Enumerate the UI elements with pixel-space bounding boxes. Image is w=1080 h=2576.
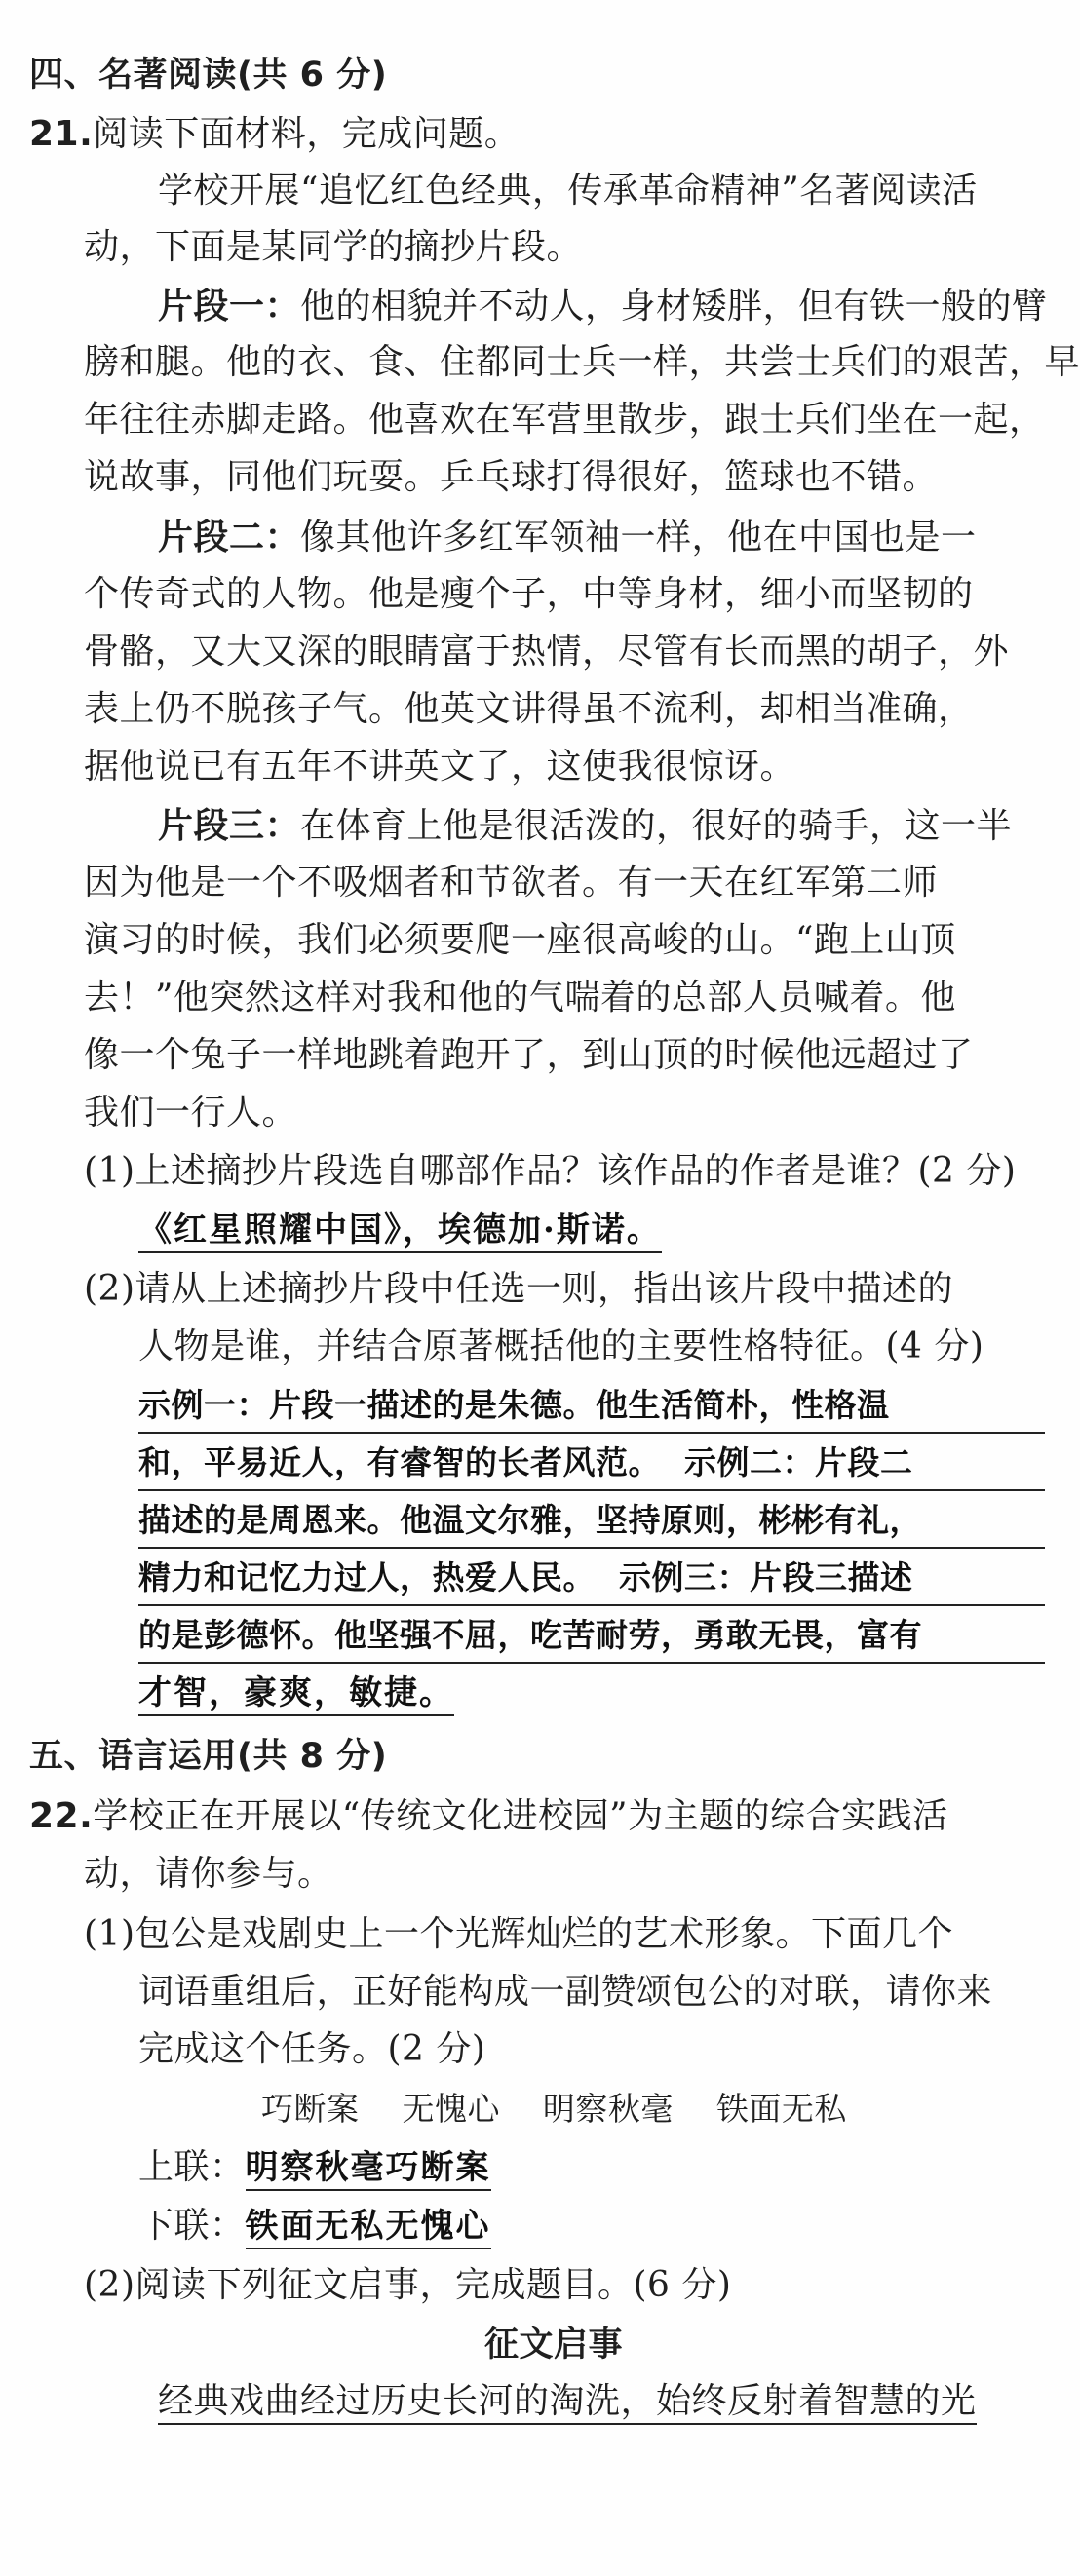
answer-line — [138, 1207, 662, 1253]
handwritten-answer: 和，平易近人，有睿智的长者风范。 示例二：片段二 — [138, 1440, 1045, 1491]
sub-question-1: 完成这个任务。(2 分) — [138, 2029, 486, 2069]
passage-2-line: 据他说已有五年不讲英文了，这使我很惊讶。 — [84, 747, 796, 787]
answer-line — [138, 1670, 454, 1716]
passage-text: 在体育上他是很活泼的，很好的骑手，这一半 — [300, 806, 1013, 846]
passage-2-line — [158, 514, 977, 561]
handwritten-answer: 示例一：片段一描述的是朱德。他生活简朴，性格温 — [138, 1382, 1045, 1434]
sub-question-2: 人物是谁，并结合原著概括他的主要性格特征。(4 分) — [138, 1326, 984, 1366]
section-title: 五、语言运用(共 8 分) — [29, 1737, 388, 1776]
passage-3-line: 我们一行人。 — [84, 1093, 298, 1133]
passage-3-line: 像一个兔子一样地跳着跑开了，到山顶的时候他远超过了 — [84, 1035, 974, 1075]
couplet-lower — [138, 2203, 491, 2249]
passage-3-line: 因为他是一个不吸烟者和节欲者。有一天在红军第二师 — [84, 863, 939, 903]
passage-1-line: 说故事，同他们玩耍。乒乓球打得很好，篮球也不错。 — [84, 457, 939, 497]
passage-text: 像其他许多红军领袖一样，他在中国也是一 — [300, 518, 977, 557]
handwritten-answer: 描述的是周恩来。他温文尔雅，坚持原则，彬彬有礼， — [138, 1497, 1045, 1549]
handwritten-answer: 铁面无私无愧心 — [246, 2207, 491, 2249]
passage-2-line: 表上仍不脱孩子气。他英文讲得虽不流利，却相当准确， — [84, 689, 974, 729]
couplet-label: 上联： — [138, 2147, 246, 2187]
question-text: 动，请你参与。 — [84, 1854, 333, 1894]
sub-question-2: (2)阅读下列征文启事，完成题目。(6 分) — [84, 2265, 732, 2305]
answer-line — [138, 1382, 1045, 1446]
sub-question-1: (1)包公是戏剧史上一个光辉灿烂的艺术形象。下面几个 — [84, 1914, 953, 1954]
question-number: 21. — [29, 114, 94, 154]
handwritten-answer: 《红星照耀中国》，埃德加·斯诺。 — [138, 1211, 662, 1253]
passage-text: 他的相貌并不动人，身材矮胖，但有铁一般的臂 — [300, 287, 1048, 327]
passage-1-line: 年往往赤脚走路。他喜欢在军营里散步，跟士兵们坐在一起， — [84, 400, 1045, 440]
passage-label: 片段一： — [158, 286, 301, 327]
answer-line — [138, 1555, 1045, 1619]
passage-label: 片段二： — [158, 517, 301, 557]
passage-1-line — [158, 283, 1048, 330]
couplet-label: 下联： — [138, 2206, 246, 2246]
sub-question-2: (2)请从上述摘抄片段中任选一则，指出该片段中描述的 — [84, 1269, 953, 1309]
question-text: 阅读下面材料，完成问题。 — [93, 114, 521, 154]
handwritten-answer: 明察秋毫巧断案 — [246, 2148, 491, 2191]
answer-line — [138, 1497, 1045, 1561]
question-text: 学校正在开展以“传统文化进校园”为主题的综合实践活 — [93, 1796, 948, 1836]
answer-line — [138, 1440, 1045, 1504]
handwritten-answer: 的是彭德怀。他坚强不屈，吃苦耐劳，勇敢无畏，富有 — [138, 1612, 1045, 1664]
notice-text-line — [158, 2378, 977, 2425]
section-title: 四、名著阅读(共 6 分) — [29, 56, 388, 95]
handwritten-answer: 精力和记忆力过人，热爱人民。 示例三：片段三描述 — [138, 1555, 1045, 1606]
sub-question-1: (1)上述摘抄片段选自哪部作品？该作品的作者是谁？(2 分) — [84, 1151, 1017, 1191]
couplet-upper — [138, 2144, 491, 2191]
question-number: 22. — [29, 1796, 94, 1836]
passage-1-line: 膀和腿。他的衣、食、住都同士兵一样，共尝士兵们的艰苦，早 — [84, 342, 1080, 382]
handwritten-answer: 才智，豪爽，敏捷。 — [138, 1673, 454, 1716]
question-22-stem — [29, 1793, 948, 1840]
notice-title: 征文启事 — [484, 2326, 624, 2365]
passage-2-line: 骨骼，又大又深的眼睛富于热情，尽管有长而黑的胡子，外 — [84, 632, 1010, 672]
word-list: 巧断案 无愧心 明察秋毫 铁面无私 — [261, 2090, 847, 2128]
sub-question-1: 词语重组后，正好能构成一副赞颂包公的对联，请你来 — [138, 1972, 993, 2012]
notice-text: 经典戏曲经过历史长河的淘洗，始终反射着智慧的光 — [158, 2381, 977, 2425]
passage-3-line — [158, 802, 1012, 850]
passage-2-line: 个传奇式的人物。他是瘦个子，中等身材，细小而坚韧的 — [84, 574, 974, 614]
passage-label: 片段三： — [158, 805, 301, 846]
question-21-stem — [29, 111, 520, 158]
intro-line: 动，下面是某同学的摘抄片段。 — [84, 227, 583, 267]
passage-3-line: 演习的时候，我们必须要爬一座很高峻的山。“跑上山顶 — [84, 920, 956, 960]
passage-3-line: 去！”他突然这样对我和他的气喘着的总部人员喊着。他 — [84, 978, 956, 1018]
intro-line: 学校开展“追忆红色经典，传承革命精神”名著阅读活 — [158, 171, 978, 211]
answer-line — [138, 1612, 1045, 1676]
